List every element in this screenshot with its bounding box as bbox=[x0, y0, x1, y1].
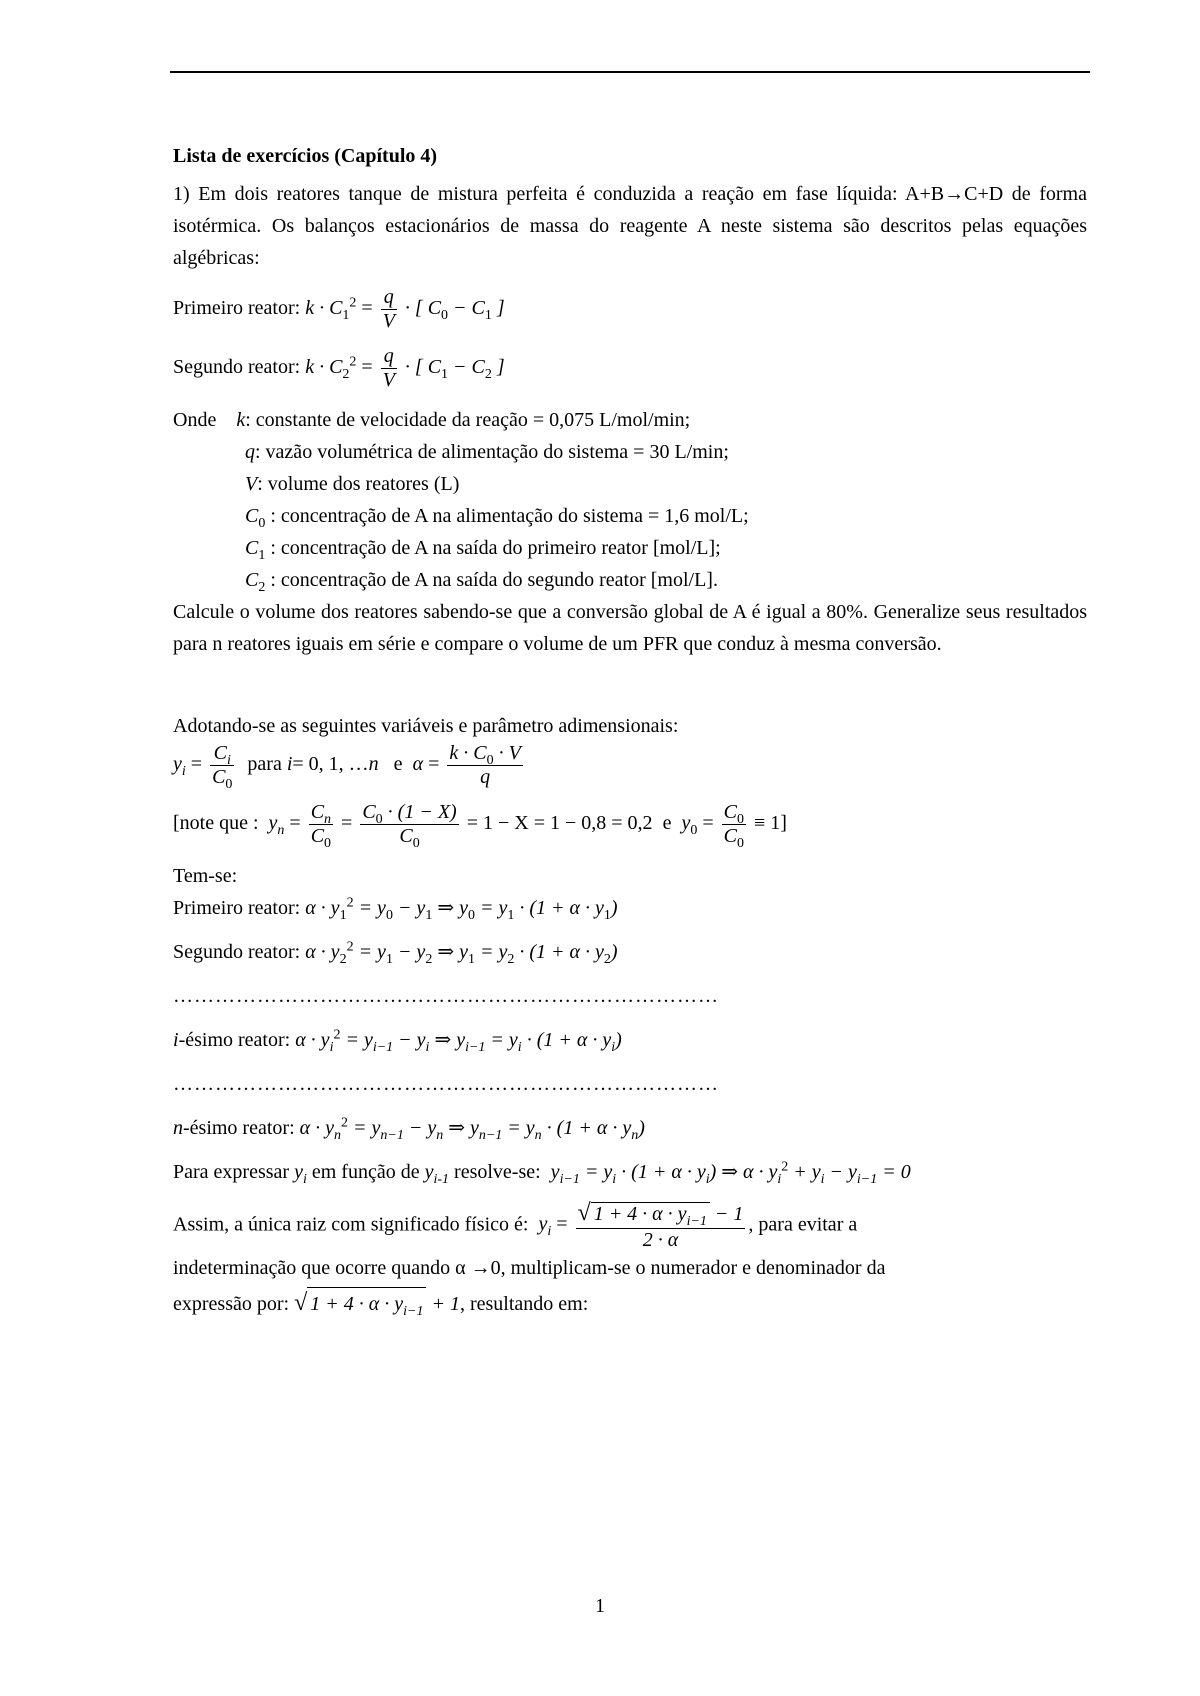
definition-c1: $C_1$ : concentração de A na saída do primeiro reator [mol/L]; bbox=[245, 537, 721, 563]
header-rule bbox=[170, 71, 1090, 73]
problem-statement: 1) Em dois reatores tanque de mistura perfeita é conduzida a reação em fase líquida: A+B→C+D de forma isotérmica. Os balanços estacionários de massa do reagente A neste sistema são descritos pelas equações algébricas: bbox=[173, 183, 1087, 269]
definition-v: V: volume dos reatores (L) bbox=[245, 473, 460, 495]
dimensionless-reactor-i: i-ésimo reator: $\alpha \cdot y_i^2 = y_{i-1} - y_i$ ⇒ $y_{i-1} = y_i \cdot (1 + \alpha \cdot y_i)$ bbox=[173, 1027, 622, 1055]
page-number: 1 bbox=[595, 1595, 605, 1617]
solve-expression: Para expressar $y_i$ em função de $y_{i-1}$ resolve-se: $y_{i-1} = y_i \cdot (1 + \alpha \cdot y_i)$ ⇒ $\alpha \cdot y_i^2 + y_i - y_{i-1} = 0$ bbox=[173, 1159, 911, 1187]
definition-q: q: vazão volumétrica de alimentação do sistema = 30 L/min; bbox=[245, 441, 729, 463]
document-body bbox=[173, 140, 1087, 1322]
ellipsis-line-1: …………………………………………………………………… bbox=[173, 985, 719, 1007]
dimensionless-variables: $y_i$ = $\frac{C_i}{C_0}$ para i= 0, 1, …n e α = $\frac{k \cdot C_0 \cdot V}{q}$ bbox=[173, 742, 521, 792]
multiply-expression: expressão por: √ $1 + 4 \cdot \alpha \cdot y_{i-1} + 1$, resultando em: bbox=[173, 1284, 1087, 1322]
equation-reactor-1: Primeiro reator: $k \cdot C_1^2$ = $\frac{q}{V}$ · [ $C_0 - C_1$ ] bbox=[173, 286, 505, 332]
definition-c2: $C_2$ : concentração de A na saída do segundo reator [mol/L]. bbox=[245, 569, 718, 595]
dimensionless-reactor-2: Segundo reator: $\alpha \cdot y_2^2 = y_1 - y_2$ ⇒ $y_1 = y_2 \cdot (1 + \alpha \cdot y_2)$ bbox=[173, 939, 618, 967]
page-title: Lista de exercícios (Capítulo 4) bbox=[173, 145, 438, 167]
problem-question: Calcule o volume dos reatores sabendo-se que a conversão global de A é igual a 80%. Generalize seus resultados para n reatores iguais em série e compare o volume de um PFR que conduz à mesma conversão. bbox=[173, 601, 1087, 655]
physical-root: Assim, a única raiz com significado físico é: $y_i$ = $\frac{√ 1 + 4 \cdot \alpha \cdot y_{i-1} - 1}{2 \cdot \alpha}$ , para evitar a bbox=[173, 1200, 858, 1251]
definition-c0: $C_0$ : concentração de A na alimentação do sistema = 1,6 mol/L; bbox=[245, 505, 749, 531]
definition-k: Onde k: constante de velocidade da reação = 0,075 L/mol/min; bbox=[173, 409, 691, 431]
dimensionless-reactor-n: n-ésimo reator: $\alpha \cdot y_n^2 = y_{n-1} - y_n$ ⇒ $y_{n-1} = y_n \cdot (1 + \alpha \cdot y_n)$ bbox=[173, 1115, 645, 1143]
solution-intro: Adotando-se as seguintes variáveis e parâmetro adimensionais: bbox=[173, 715, 679, 737]
indeterminacy-text: indeterminação que ocorre quando α →0, multiplicam-se o numerador e denominador da bbox=[173, 1256, 886, 1279]
note-equation: [note que : $y_n$ = $\frac{C_n}{C_0}$ = $\frac{C_0 \cdot (1 - X)}{C_0}$ = 1 − X = 1 − 0,8 = 0,2 e $y_0$ = $\frac{C_0}{C_0}$ ≡ 1] bbox=[173, 801, 787, 851]
equation-reactor-2: Segundo reator: $k \cdot C_2^2$ = $\frac{q}{V}$ · [ $C_1 - C_2$ ] bbox=[173, 345, 505, 391]
ellipsis-line-2: …………………………………………………………………… bbox=[173, 1073, 719, 1095]
dimensionless-reactor-1: Primeiro reator: $\alpha \cdot y_1^2 = y_0 - y_1$ ⇒ $y_0 = y_1 \cdot (1 + \alpha \cdot y_1)$ bbox=[173, 895, 618, 923]
tem-se: Tem-se: bbox=[173, 865, 238, 887]
